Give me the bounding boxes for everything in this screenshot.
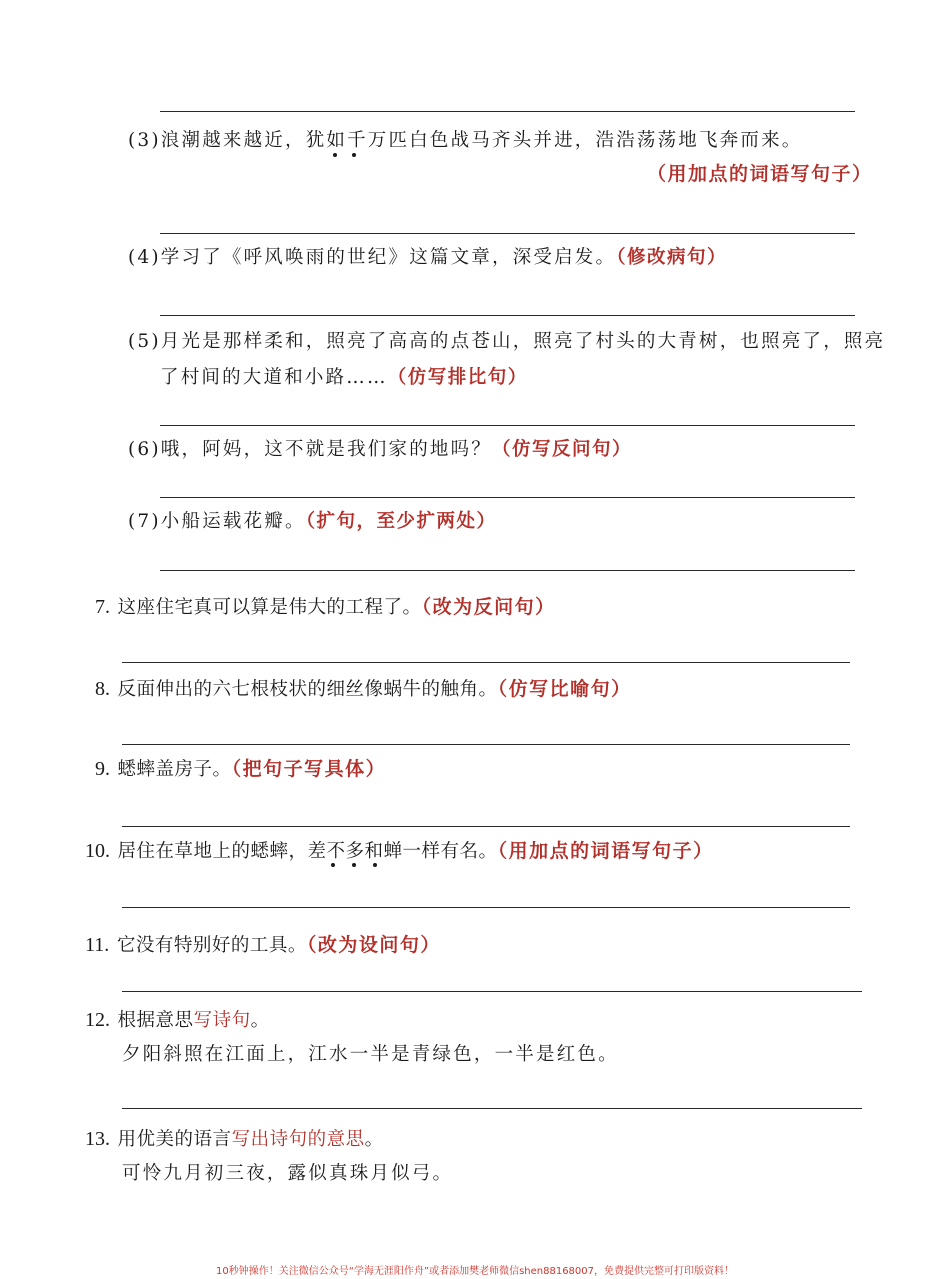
question-13-content: 可怜九月初三夜，露似真珠月似弓。 xyxy=(122,1163,454,1184)
answer-line xyxy=(122,662,850,663)
question-7: 7. 这座住宅真可以算是伟大的工程了。（改为反问句） xyxy=(95,596,556,618)
subitem-5-text-cont: 了村间的大道和小路……（仿写排比句） xyxy=(160,367,528,388)
question-12-highlight: 写诗句 xyxy=(193,1010,251,1031)
answer-line xyxy=(160,425,855,426)
question-11: 11. 它没有特别好的工具。（改为设问句） xyxy=(85,934,441,956)
answer-line xyxy=(160,315,855,316)
emphasis-dot xyxy=(352,863,356,867)
question-12-content: 夕阳斜照在江面上，江水一半是青绿色，一半是红色。 xyxy=(122,1044,619,1065)
subitem-5-instruction: （仿写排比句） xyxy=(387,367,528,388)
question-10-instruction: （用加点的词语写句子） xyxy=(497,840,714,862)
question-13-highlight: 写出诗句的意思 xyxy=(231,1129,365,1150)
answer-line xyxy=(122,907,850,908)
question-7-instruction: （改为反问句） xyxy=(421,596,556,618)
answer-line xyxy=(160,233,855,234)
emphasis-dot xyxy=(352,153,356,157)
subitem-4-instruction: （修改病句） xyxy=(616,247,727,268)
subitem-3-instruction: （用加点的词语写句子） xyxy=(647,163,873,185)
subitem-5-text: (5)月光是那样柔和，照亮了高高的点苍山，照亮了村头的大青树，也照亮了，照亮 xyxy=(128,331,886,352)
question-9-instruction: （把句子写具体） xyxy=(231,758,387,780)
question-12: 12. 根据意思写诗句。 xyxy=(85,1009,270,1031)
answer-line xyxy=(122,744,850,745)
subitem-7-instruction: （扩句，至少扩两处） xyxy=(305,511,497,532)
answer-line xyxy=(160,111,855,112)
answer-line xyxy=(122,991,862,992)
subitem-4-text: (4)学习了《呼风唤雨的世纪》这篇文章，深受启发。（修改病句） xyxy=(128,247,727,268)
question-10: 10. 居住在草地上的蟋蟀，差不多和蝉一样有名。（用加点的词语写句子） xyxy=(85,840,714,862)
emphasis-dot xyxy=(373,863,377,867)
answer-line xyxy=(122,1108,862,1109)
subitem-6-instruction: （仿写反问句） xyxy=(492,439,633,460)
footer-note: 10秒钟操作！关注微信公众号“学海无涯阳作舟”或者添加樊老师微信shen88168007，免费提供完整可打印版资料！ xyxy=(215,1266,735,1277)
question-9: 9. 蟋蟀盖房子。（把句子写具体） xyxy=(95,758,387,780)
question-13: 13. 用优美的语言写出诗句的意思。 xyxy=(85,1128,384,1150)
subitem-7-text: (7)小船运载花瓣。（扩句，至少扩两处） xyxy=(128,511,497,532)
question-8-instruction: （仿写比喻句） xyxy=(497,678,632,700)
subitem-3-text: (3)浪潮越来越近，犹如千万匹白色战马齐头并进，浩浩荡荡地飞奔而来。 xyxy=(128,130,803,151)
answer-line xyxy=(160,570,855,571)
subitem-6-text: (6)哦，阿妈，这不就是我们家的地吗？（仿写反问句） xyxy=(128,439,633,460)
answer-line xyxy=(160,497,855,498)
emphasis-dot xyxy=(333,153,337,157)
question-8: 8. 反面伸出的六七根枝状的细丝像蜗牛的触角。（仿写比喻句） xyxy=(95,678,632,700)
question-11-instruction: （改为设问句） xyxy=(306,934,441,956)
emphasis-dot xyxy=(331,863,335,867)
answer-line xyxy=(122,826,850,827)
